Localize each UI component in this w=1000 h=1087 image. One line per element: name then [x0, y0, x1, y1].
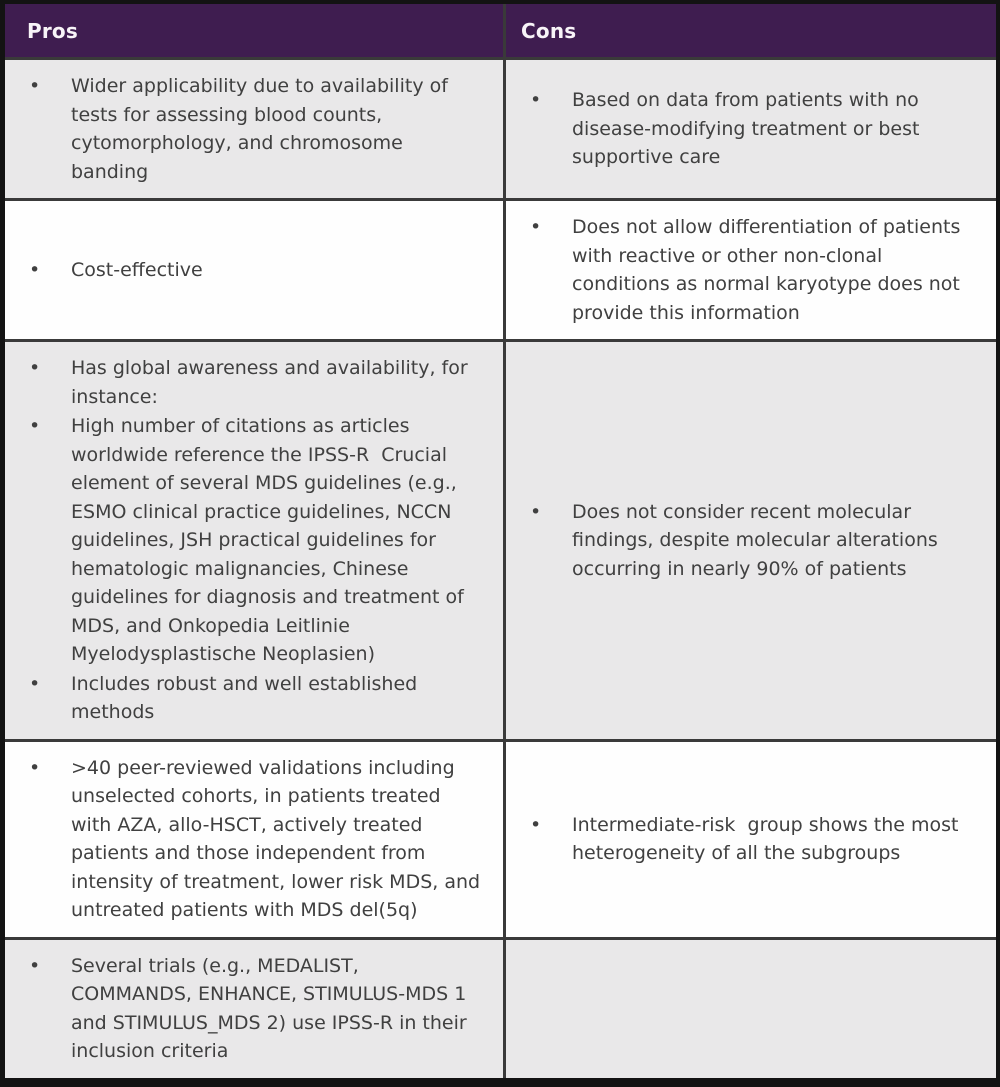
pros-cell [5, 742, 503, 937]
cons-cell [503, 201, 996, 339]
bullet-marker: • [530, 813, 542, 836]
bullet-item [5, 72, 485, 186]
cons-cell [503, 342, 996, 739]
bullet-marker: • [29, 415, 41, 437]
bullet-text: Several trials (e.g., MEDALIST, COMMANDS, ENHANCE, STIMULUS-MDS 1 and STIMULUS_MDS 2) use IPSS-R in their inclusion criteria [71, 954, 473, 1062]
bullet-item [5, 754, 485, 925]
bullet-text: Wider applicability due to availability of tests for assessing blood counts, cytomorphology, and chromosome banding [71, 75, 454, 183]
pros-cell [5, 940, 503, 1078]
table-header-row [5, 4, 996, 57]
bullet-marker: • [530, 216, 542, 238]
pros-column-header: Pros [27, 18, 78, 43]
bullet-text: High number of citations as articles worldwide reference the IPSS-R Crucial element of several MDS guidelines (e.g., ESMO clinical practice guidelines, NCCN guidelines, JSH practical guidelines for hematologic malignancies, Chinese guidelines for diagnosis and treatment of MDS, and Onkopedia Leitlinie Myelodysplastische Neoplasien) [71, 415, 470, 665]
cons-cell [503, 60, 996, 198]
bullet-marker: • [530, 89, 542, 112]
bullet-marker: • [29, 357, 41, 379]
pros-cell [5, 342, 503, 739]
bullet-marker: • [29, 75, 41, 97]
bullet-marker: • [530, 500, 542, 523]
table-row [5, 198, 996, 339]
bullet-item [5, 256, 485, 285]
bullet-item [506, 213, 978, 327]
bullet-text: Includes robust and well established methods [71, 672, 424, 723]
pros-cell [5, 201, 503, 339]
bullet-text: >40 peer-reviewed validations including unselected cohorts, in patients treated with AZA, allo-HSCT, actively treated patients and those independent from intensity of treatment, lower risk MDS, and untreated patients with MDS del(5q) [71, 756, 487, 921]
bullet-item [506, 86, 978, 172]
bullet-text: Does not consider recent molecular findings, despite molecular alterations occurring in nearly 90% of patients [572, 500, 944, 580]
bullet-item [5, 952, 485, 1066]
bullet-text: Intermediate-risk group shows the most heterogeneity of all the subgroups [572, 813, 965, 864]
table-row [5, 937, 996, 1078]
cons-cell [503, 742, 996, 937]
pros-cell [5, 60, 503, 198]
cons-cell-empty [503, 940, 996, 1078]
table-row [5, 57, 996, 198]
bullet-item [506, 811, 978, 868]
bullet-item [5, 670, 485, 727]
table-row [5, 339, 996, 739]
cons-column-header: Cons [503, 4, 996, 57]
bullet-text: Cost-effective [71, 258, 203, 281]
bullet-marker: • [29, 258, 41, 281]
bullet-item [5, 354, 485, 411]
bullet-text: Has global awareness and availability, for instance: [71, 357, 474, 408]
table-row [5, 739, 996, 937]
bullet-text: Based on data from patients with no disease-modifying treatment or best supportive care [572, 89, 926, 169]
bullet-text: Does not allow differentiation of patients with reactive or other non-clonal conditions as normal karyotype does not provide this information [572, 216, 967, 324]
bullet-item [506, 498, 978, 584]
bullet-marker: • [29, 756, 41, 779]
bullet-marker: • [29, 672, 41, 695]
bullet-item [5, 412, 485, 669]
bullet-marker: • [29, 954, 41, 977]
